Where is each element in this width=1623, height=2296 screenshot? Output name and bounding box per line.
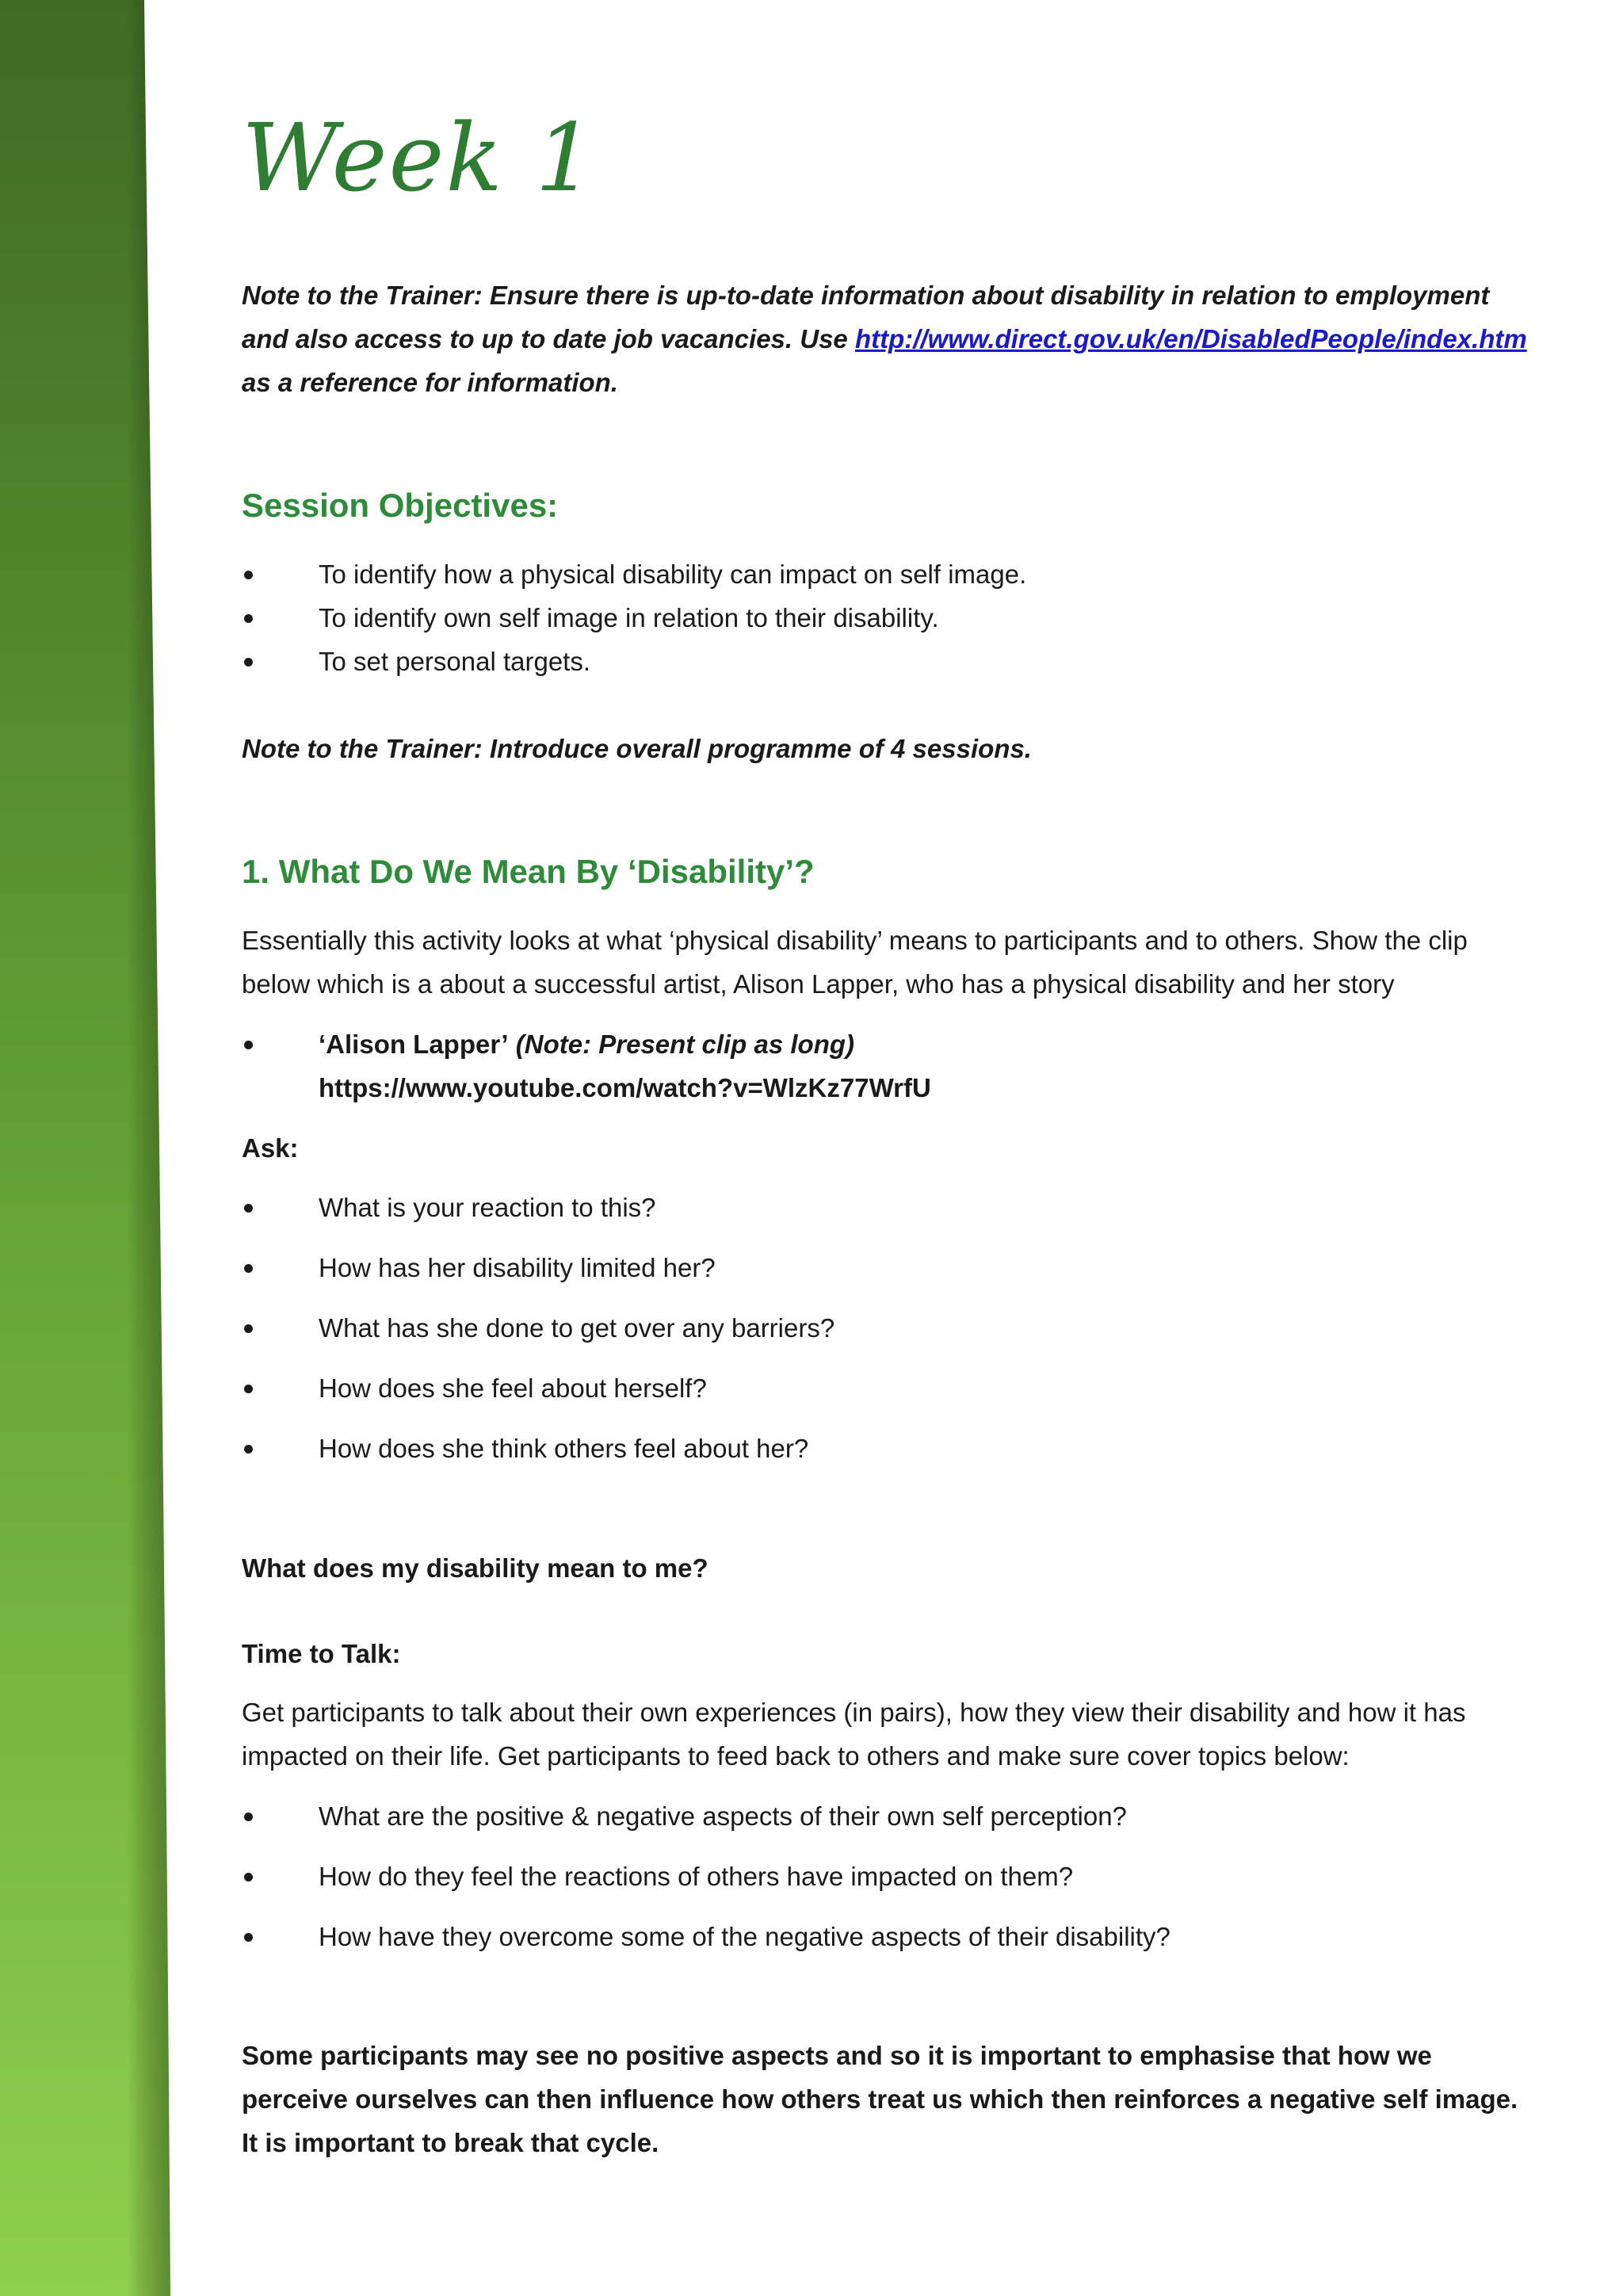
topic-item: How have they overcome some of the negative aspects of their disability? xyxy=(242,1915,1533,1958)
bullet-icon xyxy=(244,1933,253,1942)
objective-item: To set personal targets. xyxy=(242,640,1533,683)
question-item: How has her disability limited her? xyxy=(242,1246,1533,1289)
talk-intro: Get participants to talk about their own experiences (in pairs), how they view their disability and how it has impacted on their life. Get participants to feed back to others and make sure cover topics below: xyxy=(242,1698,1466,1771)
bullet-icon xyxy=(244,1873,253,1881)
objectives-list xyxy=(242,552,1533,683)
question-item: What has she done to get over any barriers? xyxy=(242,1306,1533,1350)
topic-item: How do they feel the reactions of others have impacted on them? xyxy=(242,1855,1533,1898)
question-item: How does she feel about herself? xyxy=(242,1366,1533,1410)
clip-url: https://www.youtube.com/watch?v=WlzKz77WrfU xyxy=(319,1073,931,1102)
bullet-icon xyxy=(244,1445,253,1454)
session-objectives-heading: Session Objectives: xyxy=(242,487,559,524)
objective-item: To identify own self image in relation to their disability. xyxy=(242,596,1533,640)
trainer-note-text-before: Note to the Trainer: Ensure there is up-to-date information about disability in relation to employment and also access to up to date job vacancies. Use xyxy=(242,281,1490,353)
decorative-green-band xyxy=(0,0,190,2296)
question-item: How does she think others feel about her? xyxy=(242,1427,1533,1470)
bullet-icon xyxy=(244,1204,253,1213)
clip-item xyxy=(242,1022,1533,1110)
bullet-icon xyxy=(244,1264,253,1273)
section-1-intro: Essentially this activity looks at what ‘physical disability’ means to participants and to others. Show the clip below which is a about a successful artist, Alison Lapper, who has a physical disability and her story xyxy=(242,926,1468,999)
bullet-icon xyxy=(244,1324,253,1333)
bullet-icon xyxy=(244,1385,253,1393)
disabled-people-link[interactable]: http://www.direct.gov.uk/en/DisabledPeople/index.htm xyxy=(854,324,1527,353)
bullet-icon xyxy=(244,614,253,623)
bullet-icon xyxy=(244,571,253,579)
disability-meaning-subheading: What does my disability mean to me? xyxy=(242,1553,708,1583)
section-1-heading: 1. What Do We Mean By ‘Disability’? xyxy=(242,853,815,890)
bullet-icon xyxy=(244,1041,253,1049)
ask-label: Ask: xyxy=(242,1133,299,1163)
clip-title: ‘Alison Lapper’ xyxy=(319,1030,509,1059)
bullet-icon xyxy=(244,1813,253,1821)
clip-note: (Note: Present clip as long) xyxy=(515,1030,854,1059)
bullet-icon xyxy=(244,658,253,667)
topic-item: What are the positive & negative aspects of their own self perception? xyxy=(242,1794,1533,1838)
objective-item: To identify how a physical disability can impact on self image. xyxy=(242,552,1533,596)
ask-questions-list xyxy=(242,1186,1533,1487)
time-to-talk-label: Time to Talk: xyxy=(242,1639,401,1668)
question-item: What is your reaction to this? xyxy=(242,1186,1533,1229)
clip-list xyxy=(242,1022,1533,1110)
trainer-note-programme: Note to the Trainer: Introduce overall programme of 4 sessions. xyxy=(242,734,1032,763)
closing-note: Some participants may see no positive aspects and so it is important to emphasise that how we perceive ourselves can then influence how others treat us which then reinforces a negative self image. It is important to break that cycle. xyxy=(242,2041,1518,2157)
trainer-note-text-after: as a reference for information. xyxy=(242,368,618,397)
talk-topics-list xyxy=(242,1794,1533,1975)
page-title: Week 1 xyxy=(242,103,597,212)
trainer-note-resources xyxy=(242,273,1533,404)
